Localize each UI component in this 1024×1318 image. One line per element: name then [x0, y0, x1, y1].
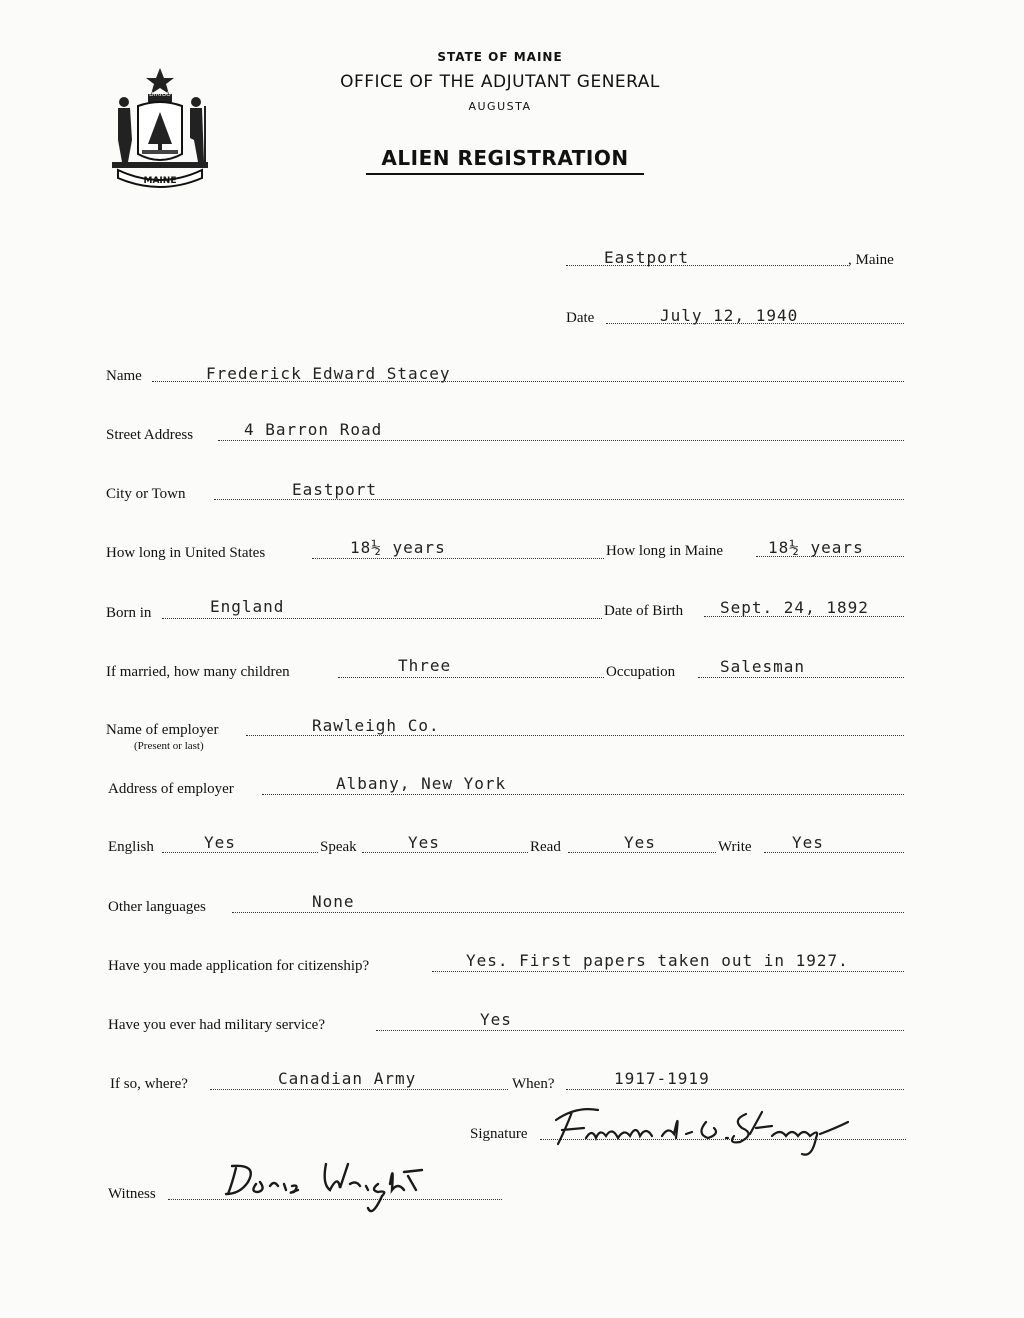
header-city: AUGUSTA [468, 100, 532, 113]
where-value: Canadian Army [278, 1069, 417, 1088]
occupation-line [698, 676, 904, 678]
other-languages-value: None [312, 892, 355, 911]
maine-years-value: 18½ years [768, 538, 864, 557]
citizenship-line [432, 970, 904, 972]
header-office: OFFICE OF THE ADJUTANT GENERAL [340, 72, 660, 92]
write-label: Write [718, 839, 752, 855]
where-label: If so, where? [110, 1076, 188, 1092]
name-value: Frederick Edward Stacey [206, 364, 451, 383]
form-title: ALIEN REGISTRATION [366, 146, 644, 175]
when-label: When? [512, 1076, 555, 1092]
born-value: England [210, 597, 285, 616]
speak-line [362, 851, 528, 853]
read-label: Read [530, 839, 561, 855]
military-value: Yes [480, 1010, 512, 1029]
english-value: Yes [204, 833, 236, 852]
where-line [210, 1088, 508, 1090]
header-state: STATE OF MAINE [437, 50, 563, 64]
employer-address-value: Albany, New York [336, 774, 507, 793]
witness-handwriting [222, 1150, 442, 1226]
speak-value: Yes [408, 833, 440, 852]
date-value: July 12, 1940 [660, 306, 799, 325]
when-value: 1917-1919 [614, 1069, 710, 1088]
write-line [764, 851, 904, 853]
signature-label: Signature [470, 1126, 528, 1142]
place-value: Eastport [604, 248, 690, 267]
when-line [566, 1088, 904, 1090]
military-line [376, 1029, 904, 1031]
english-line [162, 851, 318, 853]
read-value: Yes [624, 833, 656, 852]
witness-label: Witness [108, 1186, 156, 1202]
occupation-value: Salesman [720, 657, 806, 676]
employer-value: Rawleigh Co. [312, 716, 440, 735]
employer-address-label: Address of employer [108, 781, 234, 797]
us-years-label: How long in United States [106, 545, 266, 561]
city-value: Eastport [292, 480, 378, 499]
citizenship-value: Yes. First papers taken out in 1927. [466, 951, 849, 970]
street-label: Street Address [106, 427, 194, 443]
place-suffix: , Maine [848, 252, 894, 268]
citizenship-label: Have you made application for citizenship? [108, 958, 370, 974]
born-label: Born in [106, 605, 152, 621]
employer-sublabel: (Present or last) [134, 740, 204, 752]
occupation-label: Occupation [606, 664, 676, 680]
military-label: Have you ever had military service? [108, 1017, 325, 1033]
dob-value: Sept. 24, 1892 [720, 598, 869, 617]
english-label: English [108, 839, 154, 855]
born-line [162, 617, 602, 619]
city-label: City or Town [106, 486, 186, 502]
us-years-line [312, 557, 604, 559]
employer-label: Name of employer [106, 722, 219, 738]
seal-motto-text: DIRIGO [149, 91, 171, 98]
date-label: Date [566, 310, 595, 326]
children-label: If married, how many children [106, 664, 290, 680]
name-label: Name [106, 368, 142, 384]
other-languages-label: Other languages [108, 899, 206, 915]
children-value: Three [398, 656, 452, 675]
employer-address-line [262, 793, 904, 795]
signature-handwriting [536, 1098, 876, 1164]
children-line [338, 676, 604, 678]
us-years-value: 18½ years [350, 538, 446, 557]
write-value: Yes [792, 833, 824, 852]
street-line [218, 439, 904, 441]
street-value: 4 Barron Road [244, 420, 383, 439]
maine-years-label: How long in Maine [606, 543, 724, 559]
seal-banner-text: MAINE [143, 176, 177, 186]
other-languages-line [232, 911, 904, 913]
speak-label: Speak [320, 839, 357, 855]
dob-label: Date of Birth [604, 603, 684, 619]
